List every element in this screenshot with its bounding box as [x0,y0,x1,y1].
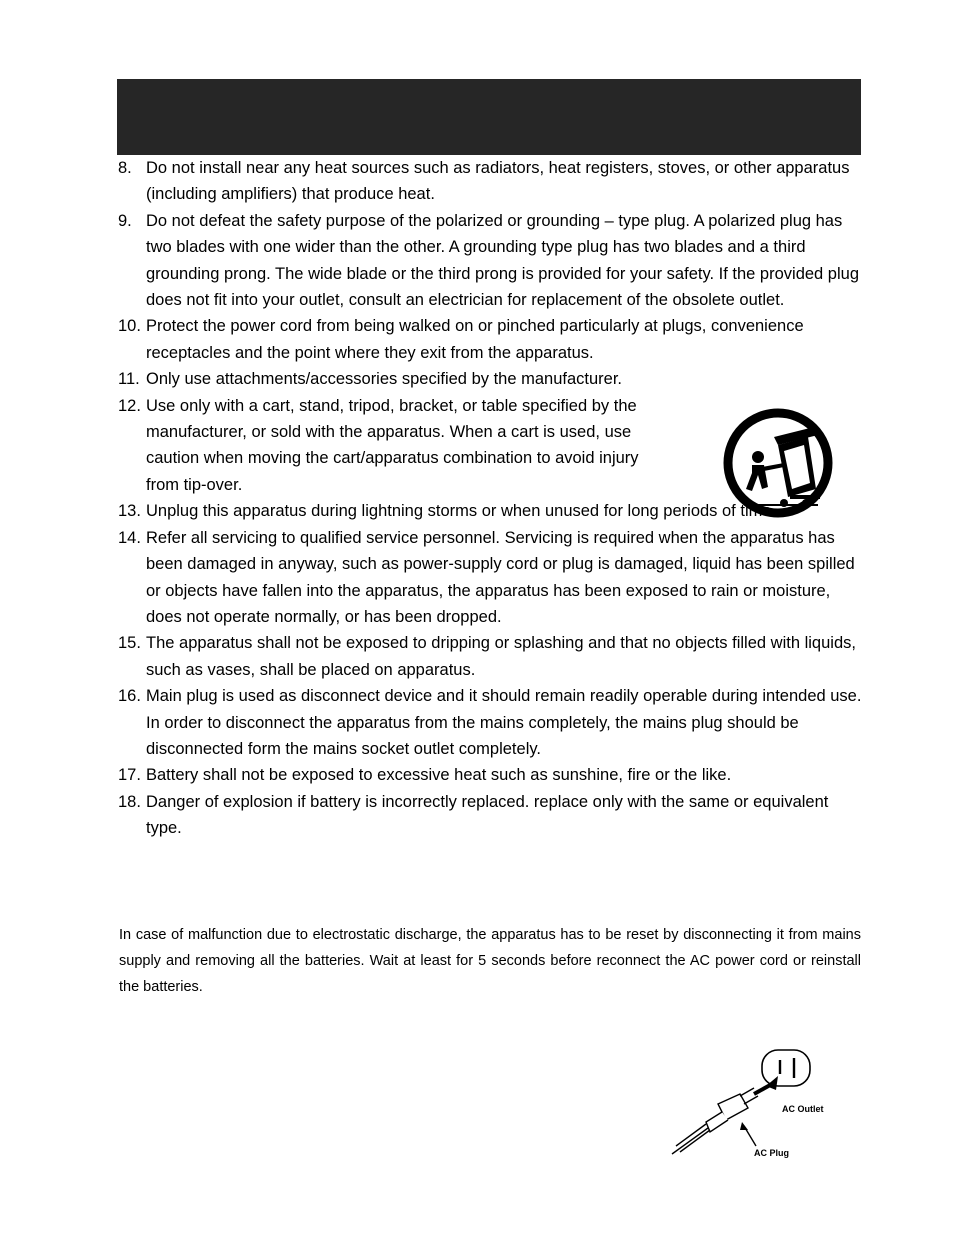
item-number: 16. [118,687,141,706]
list-item [118,683,863,762]
esd-note: In case of malfunction due to electrostatic discharge, the apparatus has to be reset by disconnecting it from mains supply and removing all the batteries. Wait at least for 5 seconds before reconnect the AC power cord or reinstall the batteries. [119,927,861,995]
item-number: 15. [118,634,141,653]
item-text: Protect the power cord from being walked on or pinched particularly at plugs, convenience receptacles and the point where they exit from the apparatus. [146,317,804,362]
item-text: Refer all servicing to qualified service personnel. Servicing is required when the apparatus has been damaged in anyway, such as power-supply cord or plug is damaged, liquid has been spilled or objects have fallen into the apparatus, the apparatus has been exposed to rain or moisture, does not operate normally, or has been dropped. [146,528,855,626]
list-item [118,366,863,392]
item-text: Battery shall not be exposed to excessive heat such as sunshine, fire or the like. [146,766,732,785]
list-item [118,630,863,683]
item-number: 11. [118,370,140,389]
ac-outlet-icon [762,1050,810,1086]
item-number: 14. [118,528,141,547]
ac-plug-icon [672,1088,758,1154]
list-item [118,789,863,842]
item-text: Unplug this apparatus during lightning storms or when unused for long periods of time. [146,502,777,521]
ac-plug-outlet-figure [670,1042,830,1162]
list-item [118,525,863,631]
cart-tipover-warning-icon [722,407,834,519]
ac-outlet-label: AC Outlet [782,1104,824,1114]
item-number: 12. [118,396,141,415]
item-number: 8. [118,159,132,177]
item-text: Do not install near any heat sources such as radiators, heat registers, stoves, or other apparatus (including amplifiers) that produce heat. [146,159,850,204]
list-item [118,155,863,208]
item-text: The apparatus shall not be exposed to dripping or splashing and that no objects filled with liquids, such as vases, shall be placed on apparatus. [146,634,856,679]
list-item [118,313,863,366]
item-number: 13. [118,502,141,521]
item-text: Do not defeat the safety purpose of the polarized or grounding – type plug. A polarized plug has two blades with one wider than the other. A grounding type plug has two blades and a third grounding prong. The wide blade or the third prong is provided for your safety. If the provided plug does not fit into your outlet, consult an electrician for replacement of the obsolete outlet. [146,211,859,310]
item-number: 18. [118,792,141,811]
item-text: Main plug is used as disconnect device and it should remain readily operable during intended use. In order to disconnect the apparatus from the mains completely, the mains plug should be disconnected form the mains socket outlet completely. [146,687,862,758]
item-number: 9. [118,211,132,230]
item-text: Only use attachments/accessories specified by the manufacturer. [146,370,622,389]
header-bar [117,79,861,155]
ac-plug-label: AC Plug [754,1148,789,1158]
item-number: 10. [118,317,141,336]
item-number: 17. [118,766,141,785]
item-text: Danger of explosion if battery is incorrectly replaced. replace only with the same or equivalent type. [146,792,829,838]
list-item [118,208,863,314]
list-item [118,762,863,788]
item-text: Use only with a cart, stand, tripod, bracket, or table specified by the manufacturer, or sold with the apparatus. When a cart is used, use caution when moving the cart/apparatus combination to avoid injury from tip-over. [146,396,639,494]
